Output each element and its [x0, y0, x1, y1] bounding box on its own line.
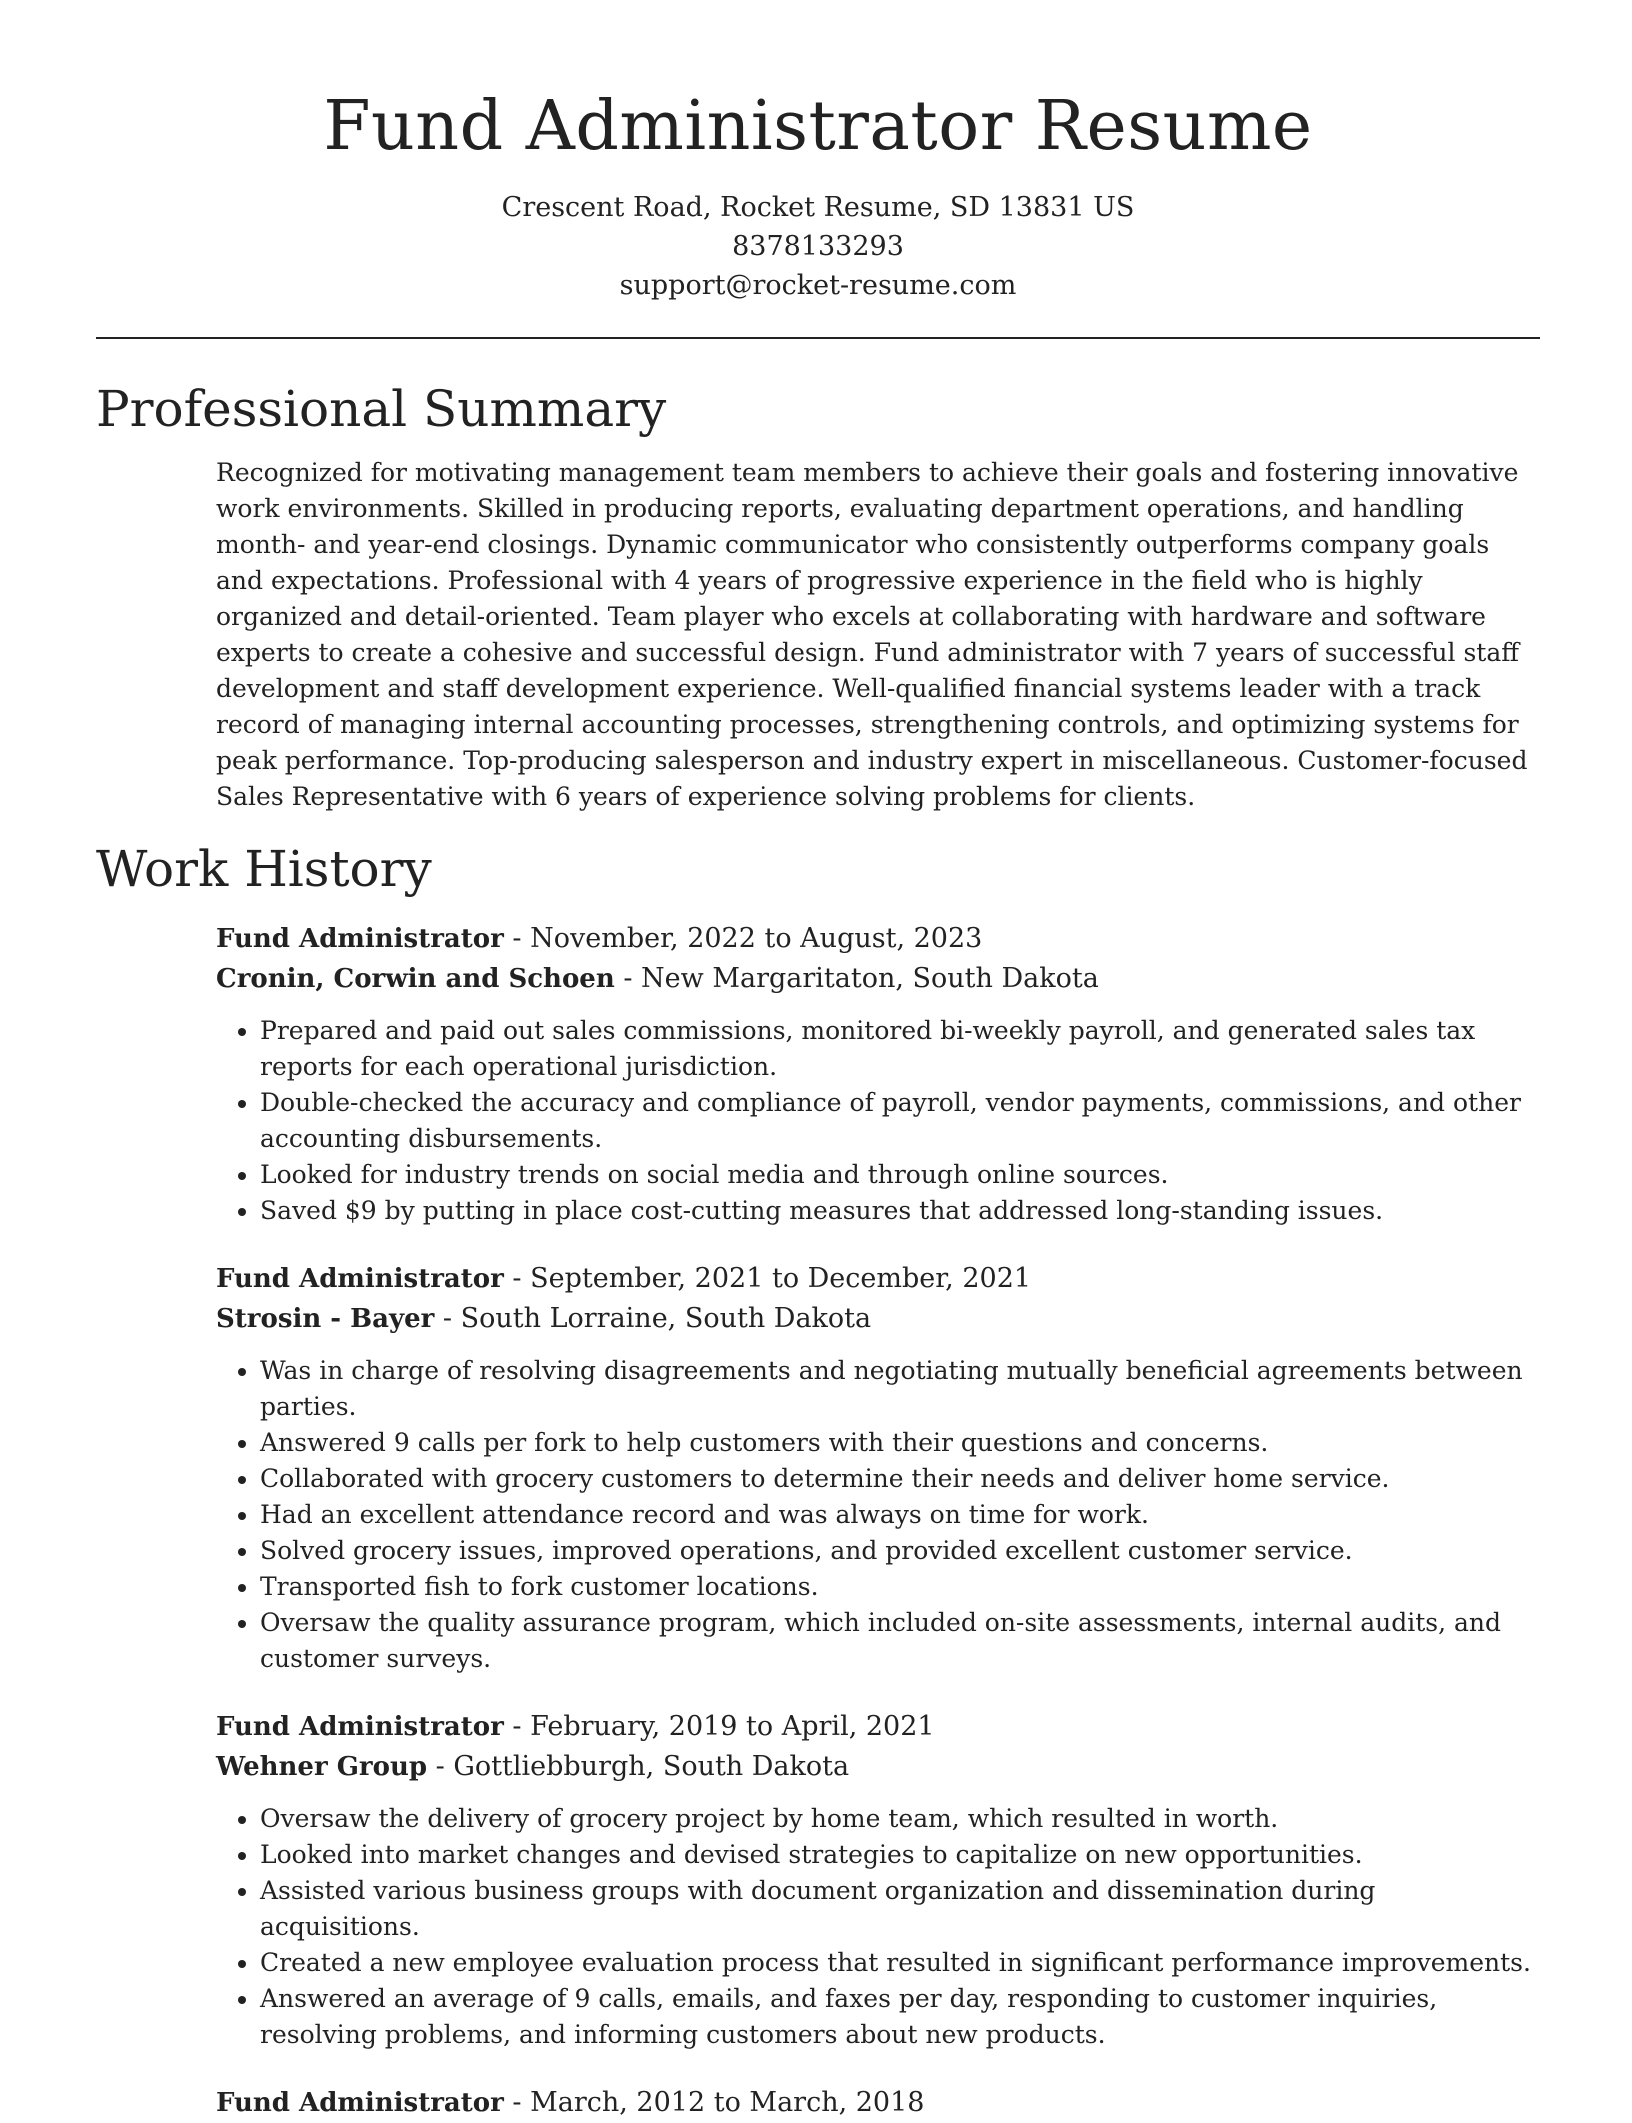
- job-separator: -: [503, 2087, 531, 2118]
- job-duty: • Collaborated with grocery customers to determine their needs and deliver home service.: [260, 1461, 1540, 1497]
- job-duty: • Created a new employee evaluation process that resulted in significant performance improvements.: [260, 1945, 1540, 1981]
- job-title: Fund Administrator: [216, 1712, 504, 1742]
- job-title: Fund Administrator: [216, 1264, 504, 1294]
- job-entry-4: [216, 2083, 1540, 2123]
- job-dates: September, 2021 to December, 2021: [530, 1263, 1032, 1294]
- job-duty: • Answered an average of 9 calls, emails, and faxes per day, responding to customer inquiries, resolving problems, and informing customers about new products.: [260, 1981, 1540, 2053]
- job-entry-1: [216, 919, 1540, 1229]
- job-location: Gottliebburgh, South Dakota: [453, 1751, 850, 1782]
- job-separator: -: [614, 963, 642, 994]
- job-duties-list: [216, 1013, 1540, 1229]
- job-separator: -: [434, 1303, 461, 1334]
- work-history-body: [216, 919, 1540, 2123]
- job-duties-list: [216, 1353, 1540, 1677]
- job-title-line: [216, 919, 1540, 959]
- job-title-line: [216, 1259, 1540, 1299]
- job-dates: February, 2019 to April, 2021: [530, 1711, 935, 1742]
- job-duty: • Looked into market changes and devised strategies to capitalize on new opportunities.: [260, 1837, 1540, 1873]
- job-company-line: [216, 1299, 1540, 1339]
- job-title-line: [216, 1707, 1540, 1747]
- job-duty: • Answered 9 calls per fork to help customers with their questions and concerns.: [260, 1425, 1540, 1461]
- resume-header: [96, 0, 1540, 305]
- job-duties-list: [216, 1801, 1540, 2053]
- job-location: New Margaritaton, South Dakota: [641, 963, 1099, 994]
- job-separator: -: [503, 1711, 531, 1742]
- summary-text: Recognized for motivating management team members to achieve their goals and fostering innovative work environments. Skilled in producing reports, evaluating department operations, and handling month- and year-end closings. Dynamic communicator who consistently outperforms company goals and expectations. Professional with 4 years of progressive experience in the field who is highly organized and detail-oriented. Team player who excels at collaborating with hardware and software experts to create a cohesive and successful design. Fund administrator with 7 years of successful staff development and staff development experience. Well-qualified financial systems leader with a track record of managing internal accounting processes, strengthening controls, and optimizing systems for peak performance. Top-producing salesperson and industry expert in miscellaneous. Customer-focused Sales Representative with 6 years of experience solving problems for clients.: [216, 458, 1528, 811]
- summary-body: [216, 455, 1540, 815]
- job-title-line: [216, 2083, 1540, 2123]
- job-duty: • Looked for industry trends on social media and through online sources.: [260, 1157, 1540, 1193]
- job-duty: • Oversaw the quality assurance program, which included on-site assessments, internal audits, and customer surveys.: [260, 1605, 1540, 1677]
- job-duty: • Oversaw the delivery of grocery project by home team, which resulted in worth.: [260, 1801, 1540, 1837]
- job-duty: • Saved $9 by putting in place cost-cutting measures that addressed long-standing issues.: [260, 1193, 1540, 1229]
- job-duty: • Double-checked the accuracy and compliance of payroll, vendor payments, commissions, and other accounting disbursements.: [260, 1085, 1540, 1157]
- job-dates: November, 2022 to August, 2023: [530, 923, 983, 954]
- job-company: Wehner Group: [216, 1752, 428, 1782]
- job-duty: • Assisted various business groups with document organization and dissemination during acquisitions.: [260, 1873, 1540, 1945]
- job-entry-3: [216, 1707, 1540, 2053]
- job-separator: -: [503, 923, 531, 954]
- job-duty: • Solved grocery issues, improved operations, and provided excellent customer service.: [260, 1533, 1540, 1569]
- resume-page: [96, 0, 1540, 2123]
- job-dates: March, 2012 to March, 2018: [530, 2087, 925, 2118]
- job-separator: -: [503, 1263, 531, 1294]
- work-history-heading: Work History: [96, 840, 432, 898]
- resume-title: Fund Administrator Resume: [323, 87, 1313, 166]
- contact-email: support@rocket-resume.com: [619, 270, 1017, 301]
- work-history-section: [96, 837, 1540, 2123]
- header-divider: [96, 337, 1540, 339]
- job-duty: • Was in charge of resolving disagreements and negotiating mutually beneficial agreements between parties.: [260, 1353, 1540, 1425]
- job-title: Fund Administrator: [216, 2088, 504, 2118]
- job-title: Fund Administrator: [216, 924, 504, 954]
- job-company: Cronin, Corwin and Schoen: [216, 964, 615, 994]
- contact-address: Crescent Road, Rocket Resume, SD 13831 US: [501, 192, 1135, 223]
- job-entry-2: [216, 1259, 1540, 1677]
- job-company-line: [216, 959, 1540, 999]
- job-location: South Lorraine, South Dakota: [460, 1303, 872, 1334]
- contact-phone: 8378133293: [732, 231, 904, 262]
- job-duty: • Transported fish to fork customer locations.: [260, 1569, 1540, 1605]
- professional-summary-section: [96, 377, 1540, 815]
- job-company: Strosin - Bayer: [216, 1304, 435, 1334]
- job-duty: • Prepared and paid out sales commissions, monitored bi-weekly payroll, and generated sales tax reports for each operational jurisdiction.: [260, 1013, 1540, 1085]
- summary-heading: Professional Summary: [96, 380, 667, 438]
- job-duty: • Had an excellent attendance record and was always on time for work.: [260, 1497, 1540, 1533]
- job-company-line: [216, 1747, 1540, 1787]
- job-separator: -: [427, 1751, 454, 1782]
